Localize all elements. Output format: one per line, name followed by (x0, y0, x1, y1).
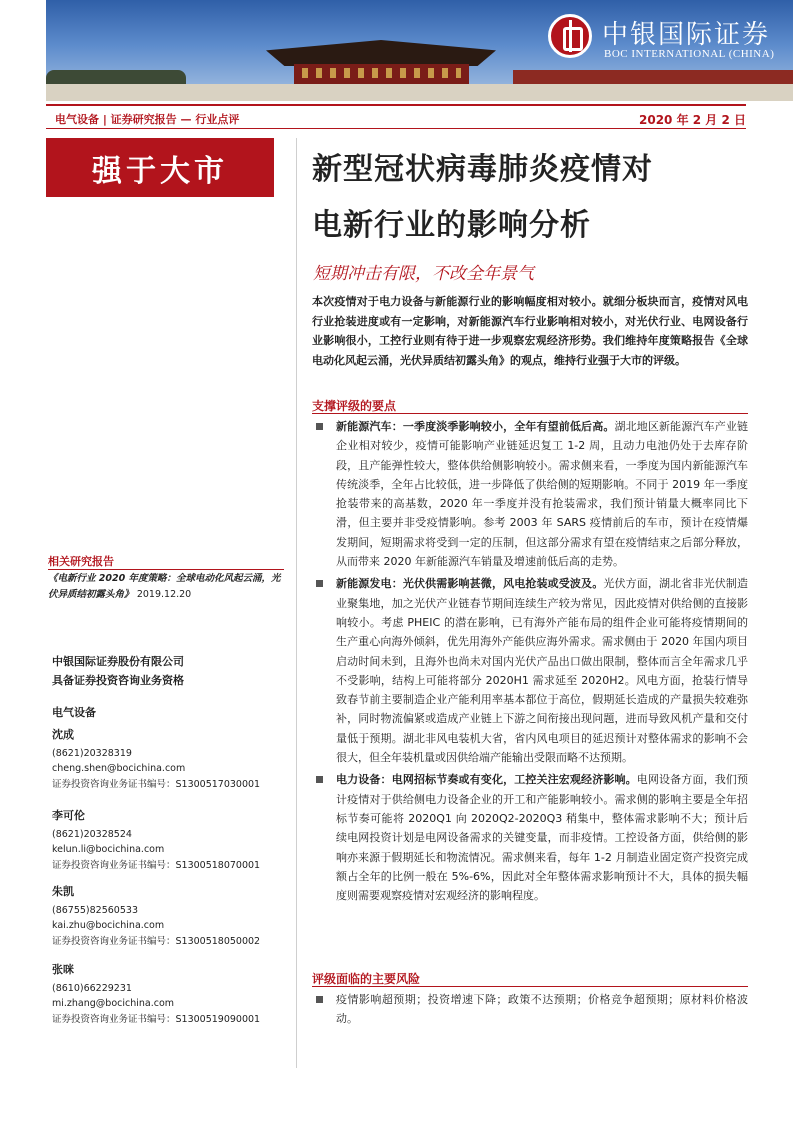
risk-text: 疫情影响超预期；投资增速下降；政策不达预期；价格竞争超预期；原材料价格波动。 (336, 993, 748, 1026)
support-points (312, 417, 748, 908)
analyst-cert: 证券投资咨询业务证书编号：S1300518050002 (52, 935, 261, 947)
analyst-name: 沈成 (52, 728, 74, 741)
column-divider (296, 138, 297, 1068)
list-item (312, 990, 748, 1029)
analyst-phone: (8621)20328319 (52, 747, 132, 759)
related-report-title[interactable]: 《电新行业 2020 年度策略：全球电动化风起云涌，光伏异质结初露头角》 (48, 573, 281, 600)
point-text: 光伏方面，湖北省非光伏制造业聚集地，加之光伏产业链春节期间连续生产较为常见，因此疫情对供给侧的直接影响较小。考虑 PHEIC 的潜在影响，已有海外产能布局的组件企业可能将疫情期间的生产重心向海外倾斜，优先用海外产能供应海外需求。需求侧由于 2020 年国内项目启动时间未到，且海外也尚未对国内光伏产品出口做出限制，整体而言全年需求几乎不受影响，结构上可能将部分 2020H1 需求延至 2020H2。风电方面，抢装行情导致春节前主要制造企业产能利用率基本都位于高位，假期延长造成的产量损失较难弥补，同时物流偏紧或造成产业链上下游之间衔接出现问题，进而导致风机产量和交付量低于预期。湖北非风电装机大省，省内风电项目的延迟预计对整体需求的影响不会很大，但全年装机量或因供给端产能输出受限而略不达预期。 (336, 577, 749, 765)
header-rule-bottom (46, 128, 746, 129)
analyst-email[interactable]: cheng.shen@bocichina.com (52, 763, 186, 774)
analyst-email[interactable]: mi.zhang@bocichina.com (52, 998, 175, 1009)
page-title (312, 142, 752, 254)
bullet-square-icon (316, 996, 323, 1003)
related-report[interactable] (48, 571, 288, 603)
report-category: 电气设备 | 证券研究报告 — 行业点评 (55, 113, 240, 126)
risk-points (312, 990, 748, 1032)
list-item (312, 574, 748, 767)
banner-palace-hall (294, 64, 469, 84)
rating-badge: 强于大市 (46, 138, 274, 197)
analyst-name: 李可伦 (52, 809, 85, 822)
banner-palace-roof (266, 40, 496, 66)
analyst-name: 张咪 (52, 963, 74, 976)
sector-label: 电气设备 (52, 706, 96, 719)
bullet-square-icon (316, 580, 323, 587)
page-subtitle: 短期冲击有限，不改全年景气 (313, 264, 534, 284)
list-item (312, 770, 748, 905)
bullet-square-icon (316, 423, 323, 430)
analyst-phone: (8621)20328524 (52, 828, 132, 840)
support-heading: 支撑评级的要点 (312, 399, 397, 413)
header-banner (46, 0, 793, 101)
analyst-card (52, 727, 292, 792)
point-text: 湖北地区新能源汽车产业链企业相对较少，疫情可能影响产业链延迟复工 1-2 周，且动力电池仍处于去库存阶段，且产能弹性较大，整体供给侧影响较小。需求侧来看，一季度为国内新能源汽车传统淡季，全年占比较低，进一步降低了供给侧的短期影响。不同于 2019 年一季度抢装带来的高基数，2020 年一季度并没有抢装需求，我们预计销量大概率同比下滑，但主要并非受疫情影响。参考 2003 年 SARS 疫情前后的车市，预计在疫情爆发期间，短期需求将受到一定的压制，但这部分需求有望在疫情结束之后部分释放，从而带来 2020 年新能源汽车销量及增速前低后高的走势。 (336, 420, 749, 569)
banner-terrace (46, 84, 793, 101)
analyst-phone: (8610)66229231 (52, 982, 132, 994)
analyst-email[interactable]: kai.zhu@bocichina.com (52, 920, 165, 931)
point-lead: 新能源发电：光伏供需影响甚微，风电抢装或受波及。 (336, 577, 604, 591)
analyst-phone: (86755)82560533 (52, 904, 138, 916)
analyst-card (52, 884, 292, 949)
risk-heading: 评级面临的主要风险 (312, 972, 421, 986)
list-item (312, 417, 748, 571)
risk-rule (312, 986, 748, 987)
support-rule (312, 413, 748, 414)
analyst-card (52, 962, 292, 1027)
analyst-email[interactable]: kelun.li@bocichina.com (52, 844, 165, 855)
company-qualification: 具备证券投资咨询业务资格 (52, 674, 184, 687)
logo-en-text: BOC INTERNATIONAL (CHINA) (604, 48, 775, 60)
analyst-cert: 证券投资咨询业务证书编号：S1300518070001 (52, 859, 261, 871)
brand-logo (540, 8, 793, 68)
related-rule (48, 569, 284, 570)
related-report-date: 2019.12.20 (136, 589, 192, 600)
title-line-1: 新型冠状病毒肺炎疫情对 (312, 152, 653, 187)
analyst-cert: 证券投资咨询业务证书编号：S1300519090001 (52, 1013, 261, 1025)
analyst-card (52, 808, 292, 873)
related-heading: 相关研究报告 (48, 555, 114, 568)
boc-logo-icon (548, 14, 592, 58)
title-line-2: 电新行业的影响分析 (312, 208, 591, 243)
logo-cn-text: 中银国际证券 (602, 20, 771, 50)
bullet-square-icon (316, 776, 323, 783)
analyst-cert: 证券投资咨询业务证书编号：S1300517030001 (52, 778, 261, 790)
report-date: 2020 年 2 月 2 日 (639, 113, 746, 127)
company-name: 中银国际证券股份有限公司 (52, 655, 184, 668)
company-info (52, 652, 184, 690)
analyst-name: 朱凯 (52, 885, 74, 898)
point-lead: 电力设备：电网招标节奏或有变化，工控关注宏观经济影响。 (336, 773, 637, 787)
summary-paragraph: 本次疫情对于电力设备与新能源行业的影响幅度相对较小。就细分板块而言，疫情对风电行业抢装进度或有一定影响，对新能源汽车行业影响相对较小，对光伏行业、电网设备行业影响很小，工控行业则有待于进一步观察宏观经济形势。我们维持年度策略报告《全球电动化风起云涌，光伏异质结初露头角》的观点，维持行业强于大市的评级。 (312, 295, 748, 367)
header-rule (46, 104, 746, 106)
point-lead: 新能源汽车：一季度淡季影响较小，全年有望前低后高。 (336, 420, 615, 433)
point-text: 电网设备方面，我们预计疫情对于供给侧电力设备企业的开工和产能影响较小。需求侧的影响主要是全年招标节奏可能将 2020Q1 向 2020Q2-2020Q3 稍集中，整体需求影响不大；预计后续电网投资计划是电网设备需求的关键变量，而非疫情。工控设备方面，供给侧的影响亦来源于假期延长和物流情况。需求侧来看，每年 1-2 月制造业固定资产投资完成额占全年的比例一般在 5%-6%，因此对全年整体需求影响预计不大，具体的损失幅度则需要观察疫情对宏观经济的影响程度。 (336, 773, 748, 903)
